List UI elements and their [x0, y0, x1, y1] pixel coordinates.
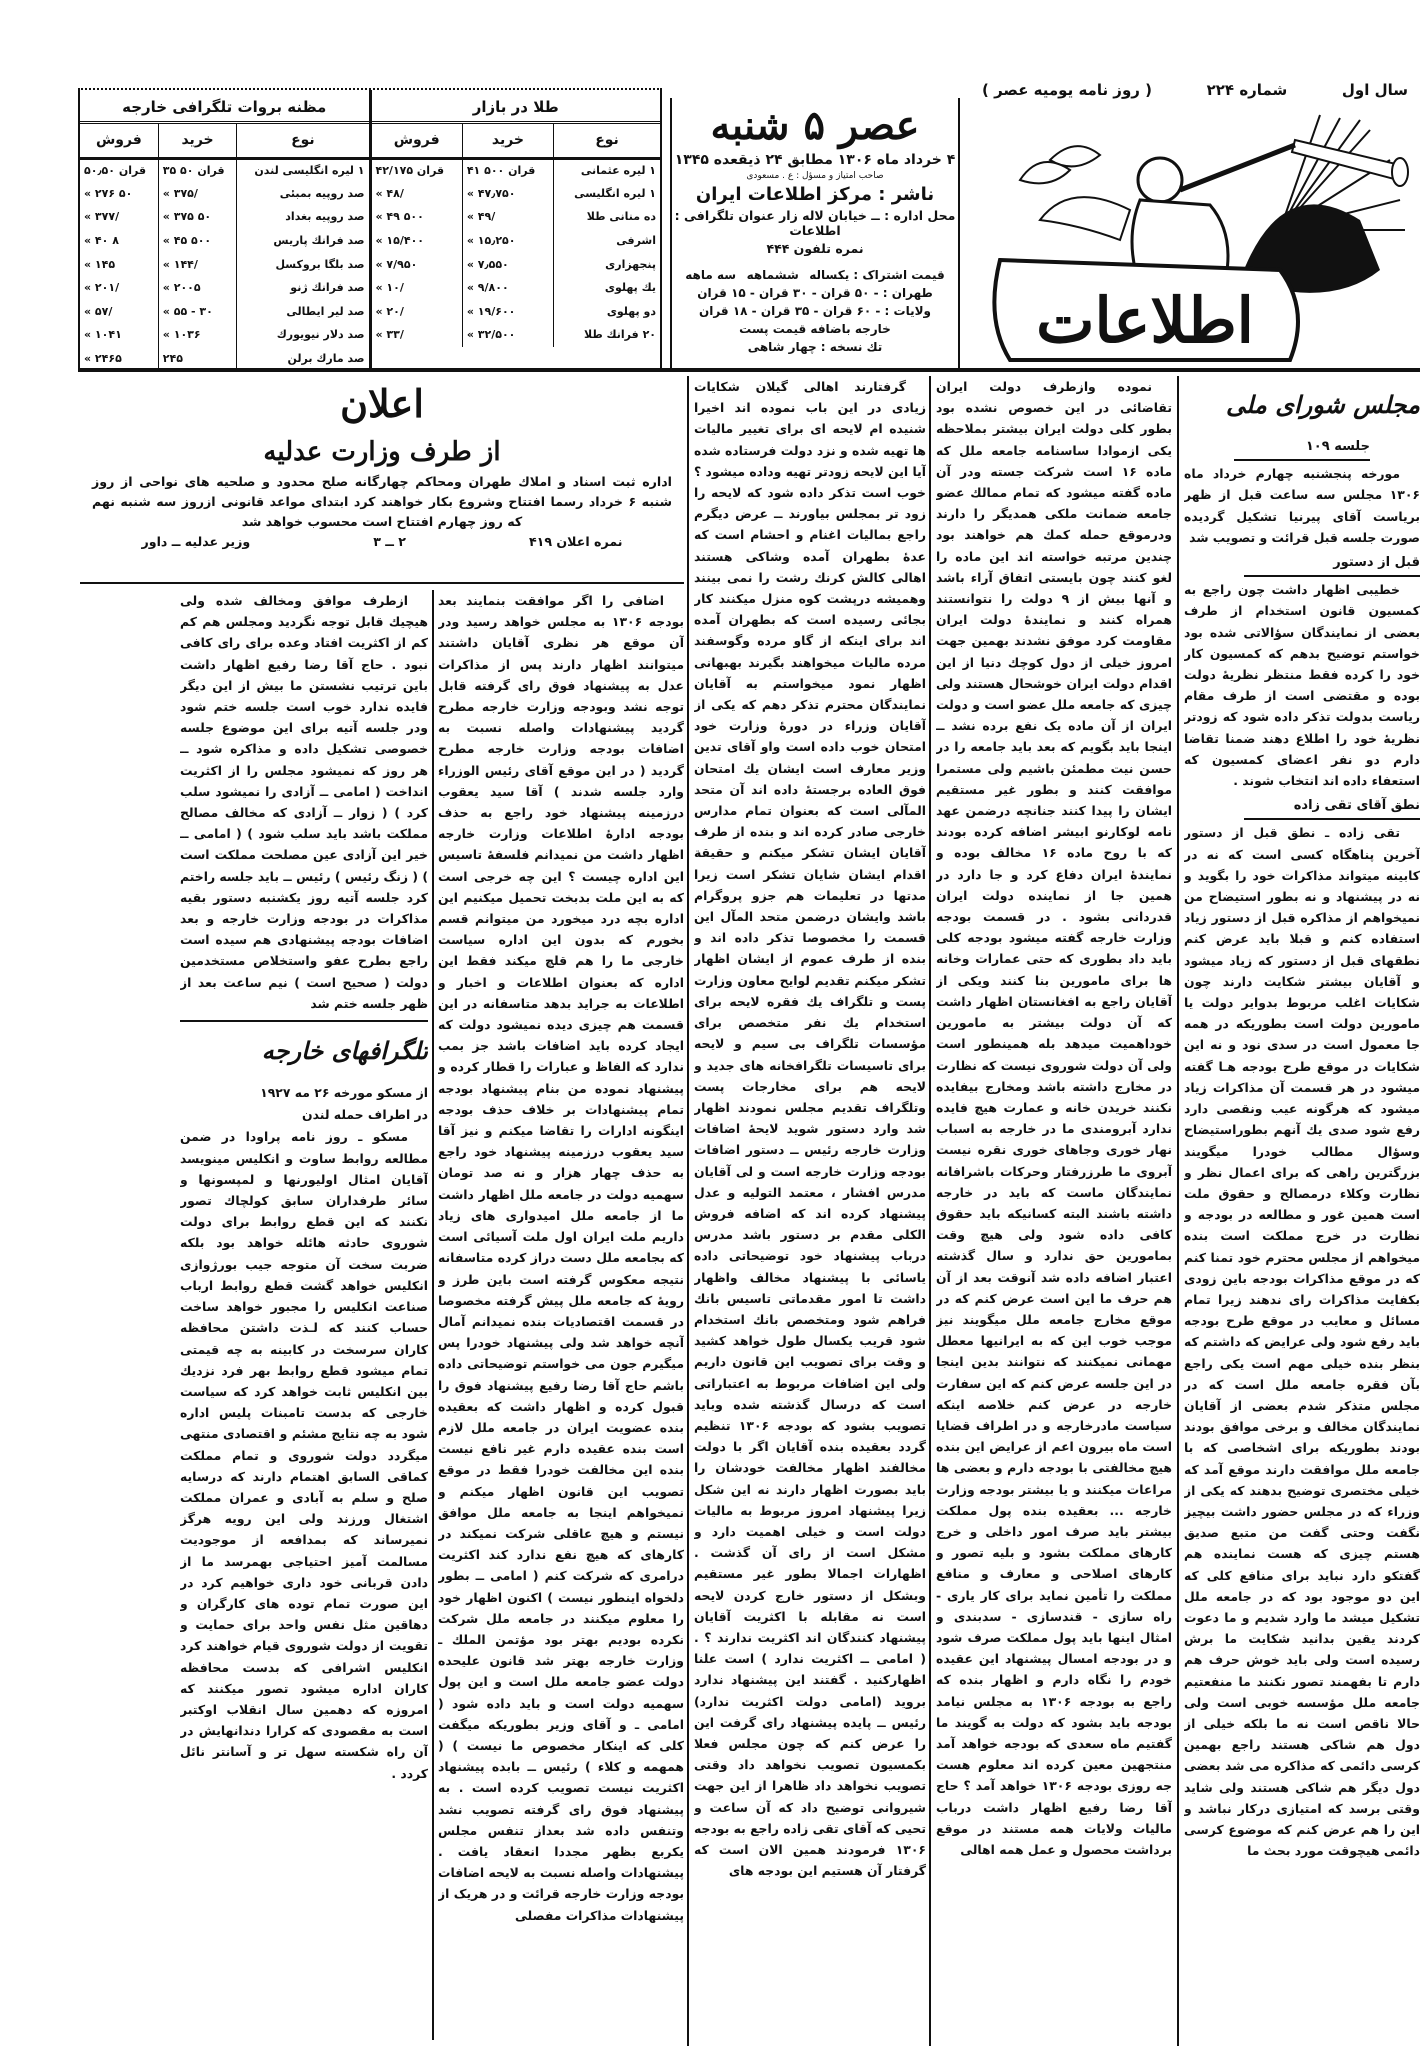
fx-table-buy-cell: « ۴۵ ۵۰۰: [158, 229, 237, 253]
gold-table-sell-cell: « ۴۹ ۵۰۰: [375, 210, 424, 224]
telegram-divider: [180, 1020, 428, 1022]
column-rule: [1177, 376, 1179, 2046]
owner-line: صاحب امتیاز و مسؤل : ع . مسعودی: [746, 171, 884, 181]
column-5-bottom-text: مسکو ـ روز نامه پراودا در ضمن مطالعه روابط ساوت و انکلیس مینویسد آقایان امثال اولیورنها و لمپسونها و سائر طرفداران سابق کولچاك تصور نکنند که این قطع روابط برای دولت شوروی حادثه هائله خواهد بود بلکه ضربت سخت آن متوجه جیب بورژوازی انکلیس خواهد گشت قطع روابط ارباب صناعت انکلیس را مجبور خواهد ساخت حساب کنند که لـذت داشتن محافظه کاران سرسخت در کابینه به چه قیمتی تمام میشود قطع روابط بهر فرد نزدیك بین انکلیس ثابت خواهد کرد که سیاست خارجی که بدست تامبنات پلیس اداره شود به چه نتایج مشئم و اقتصادی منتهی میگردد دولت شوروی و تمام مملکت کماقی السابق اهتمام دارند که درسایه صلح و سلم به آبادی و عمران مملکت اشتغال ورزند ولی این رویه هرگز نمیرساند که بمدافعه از موجودیت مسالمت آمیز احتیاجی بهمرسد ما از دادن قربانی خود داری خواهیم کرد در این صورت تمام توده های کارگران و دهاقین مثل نفس واحد برای حمایت و تقویت از دولت شوروی قیام خواهند کرد انکلیس اشرافی که بدست محافظه کاران اداره میشود تصور میکنند که امروزه که دهمین سال انقلاب اوکتبر است به مقصودی که کرارا دندانهایش در آن راه شکسته سهل تر و آسانتر نائل کردد .: [180, 1129, 428, 1781]
gold-table-sell-cell: « ۴۸/: [375, 186, 404, 200]
column-3: [694, 376, 926, 2046]
justice-ministry-announcement: [80, 376, 684, 580]
fx-table-sell-cell: « ۳۷۷/: [84, 210, 120, 224]
gold-table-row: [372, 205, 661, 229]
fx-table-type-cell: صد دلار نیویورك: [237, 323, 369, 347]
gold-table-row: [372, 252, 661, 276]
announcement-number: نمره اعلان ۴۱۹: [528, 534, 623, 549]
abroad-price: خارجه باضافه قیمت پست: [739, 322, 891, 336]
gold-table-buy-cell: « ۴۷٫۷۵۰: [462, 182, 553, 206]
foreign-telegrams-heading: تلگرافهای خارجه: [261, 1036, 428, 1066]
majlis-paragraph-1: خطیبی اظهار داشت چون راجع به کمسیون قانون استخدام از طرف بعضی از نمایندگان سؤالاتی شده بود خواستم توضیح بدهم که کمسیون کار خود را کرده فقط منتظر نظریهٔ دولت بوده و مقتضی است از طرف مقام ریاست بدولت تذکر داده شود که زودتر نظریهٔ خود را اطلاع دهند ضمنا تقاضا دارم دو نفر اعضای کمسیون که استعفاء داده اند انتخاب شوند .: [1184, 582, 1420, 789]
market-price-tables: [78, 88, 662, 370]
announcement-signature: وزیر عدلیه ــ داور: [141, 534, 251, 549]
column-4: [438, 590, 684, 2040]
telegram-dateline: از مسکو مورخه ۲۶ مه ۱۹۲۷: [260, 1085, 428, 1101]
fx-table-type-cell: صد لیر ایطالی: [237, 300, 369, 324]
fx-table-sell-cell: « ۵۷/: [84, 304, 113, 318]
single-copy-price: تك نسخه : چهار شاهی: [747, 340, 883, 354]
herald-angel-logo-icon: [980, 110, 1420, 368]
fx-table-buy-cell: « ۱۴۴/: [158, 252, 237, 276]
column-2-text: نموده وازطرف دولت ایران تقاضائی در این خصوص نشده بود بطور کلی دولت ایران بیشتر بملاحظه یکی ازموادا ساسنامه جامعه ملل که ماده ۱۶ است شرکت جسته ودر آن ماده گفته میشود که تمام ممالك عضو جامعه ضمانت ملکی همدیگر را دارند ودرموقع حمله کمك هم خواهند بود چندین مرتبه خواسته اند این ماده را لغو کنند چون بایستی اتفاق آراء باشد و آنها بیش از ۹ دولت را نتوانستند همراه کنند و نمایندهٔ دولت ایران مقاومت کرد موفق نشدند بهمین جهت امروز خیلی از دول کوچك دنیا از این اقدام دولت ایران خوشحال هستند ولی چیزی که جامعه ملل عضو است و دولت ایران از آن ماده یک نفع برده نشد ــ اینجا باید بگویم که بعد باید جامعه را در حسن نیت مطمئن باشیم ولی مستمرا موافقت کنند و بطور غیر مستقیم ایشان را پیدا کنند جنانچه درضمن عهد نامه لوکارنو ابیشر اضافه کرده بودند که با روح ماده ۱۶ مخالف بوده و نمایندهٔ ایران دفاع کرد و جا دارد در همین جا از نماینده دولت ایران قدردانی بشود . در قسمت بودجه وزارت خارجه گفته میشود بودجه کلی باید داد بطوری که حتی عمارات وخانه ها برای مامورین بنا کنند ویکی از آقایان راجع به افغانستان اظهار داشت که آن دولت بیشتر به مامورین خوداهمیت میدهد بله همینطور است ولی آن دولت شوروی نیست که نظارت در مخارج داشته باشد ومخارج بیفایده نکنند خریدن خانه و عمارت هیچ فایده ندارد آبرومندی ما در خارجه به اسباب نهار خوری وجاهای خوری نقره نیست آبروی ما طرزرفتار وحرکات باشرافانه نمایندگان ماست که باید در خارجه داشته باشند البته کسانیکه باید حقوق کافی داده شود ولی هیچ وقت بمامورین حق ندارد و سال گذشته اعتبار اضافه داده شد آنوقت بعد از آن هم حرف ما این است عرض کنم که در موقع مخارج جامعه ملل میگویند نیز موجب خوب این که به ایرانیها معطل مهمانی نمیکنند که نتوانند بدین اینجا در این جلسه عرض کنم که این سفارت خارجه در عرض کنم خلاصه اینکه سیاست مادرخارجه و در اطراف قضایا است ماه بیرون اعم از عرایض این بنده هیچ مخالفتی با بودجه دارم و بعضی ها مراعات میکنند و یا بیشتر بودجه وزارت خارجه ... بعقیده بنده پول مملکت بیشتر باید صرف امور داخلی و خرج کارهای مملکت بشود و بلیه تصور و کارهای اصلاحی و معارف و منافع مملکت را تأمین نماید برای کار یاری - راه سازی - قندسازی - سدبندی و امثال اینها باید پول مملکت صرف شود و در بودجه امسال پیشنهاد این عقیده خودم را نگاه دارم و اظهار بنده که راجع به بودجه ۱۳۰۶ به مجلس نیامد بودجه باید بشود که دولت به گویند ما گفتیم ماه سعدی که بودجه خواهد آمد منتجهین معین کرده اند معلوم هست جه روزی بودجه ۱۳۰۶ خواهد آمد ؟ حاج آقا رضا رفیع اظهار داشت درباب مالیات ولایات همه مستند در موقع برداشت محصول و عمل همه اهالی: [936, 379, 1172, 1858]
fx-table-type-cell: صد روپیه بغداد: [237, 205, 369, 229]
gold-table-sell-cell: « ۱۵/۴۰۰: [375, 234, 425, 248]
issue-date: ۴ خرداد ماه ۱۳۰۶ مطابق ۲۴ ذیقعده ۱۳۴۵: [674, 152, 956, 168]
fx-table-sell-cell: « ۱۰۴۱: [84, 328, 122, 342]
announcement-footer: [80, 534, 684, 549]
fx-table-row: [80, 252, 369, 276]
column-rule: [432, 590, 434, 2040]
gold-table-sell-cell: « ۳۳/: [375, 328, 404, 342]
taqizadeh-speech-heading: نطق آقای تقی زاده: [1244, 795, 1420, 820]
subscription-6month: ششماهه: [746, 268, 799, 282]
provinces-price: ولایات : - ۶۰ قران - ۳۵ قران - ۱۸ قران: [698, 304, 931, 318]
telegram-subject: در اطراف حمله لندن: [302, 1107, 428, 1123]
gold-table-row: [372, 323, 661, 347]
column-rule: [687, 376, 689, 2046]
fx-table-row: [80, 205, 369, 229]
fx-table-buy-cell: « ۲۰۰۵: [158, 276, 237, 300]
announcement-body: اداره ثبت اسناد و املاك طهران ومحاکم چهارگانه صلح محدود و صلحیه های نواحی از روز شنبه ۶ خرداد رسما افتتاح وشروع بکار خواهند کرد ابتدای مواعد قانونی ازروز سه شنبه نهم که روز چهارم افتتاح است محسوب خواهد شد: [92, 474, 672, 529]
svg-text:اطلاعات: اطلاعات: [1036, 284, 1254, 357]
fx-table-row: [80, 229, 369, 253]
fx-table-row: [80, 276, 369, 300]
issue-number: شماره ۲۲۴: [1206, 81, 1288, 99]
fx-table-sell-cell: « ۱۴۵: [84, 257, 116, 271]
gold-table-row: [372, 300, 661, 324]
gold-table-buy-cell: « ۴۹/: [462, 205, 553, 229]
majlis-paragraph-2: تقی زاده ـ نطق قبل از دستور آخرین پناهگاه کسی است که نه در کابینه میتواند مذاکرات خود را بگوید و نه در پیشنهاد و نه بطور استیضاح من نمیخواهم از مذاکره قبل از دستور زیاد استفاده کنم و قبلا باید عرض کنم نطقهای قبل از دستور که زیاد میشود و آقایان بیشتر شکایت دارند چون شکایات اغلب مربوط بدوایر دولت یا مامورین دولت است بطوریکه در همه جا معمول است در سدی نود و نه این شکایات در موقع طرح بودجه هـا گفته میشود در هر قسمت آن مذاکرات زیاد میشود که هرگونه عیب ونقصی دارد رفع شود صدی یك آنهم بطوراستیضاح وسؤال مطالب خودرا میگویند بزرگترین راهی که برای اعمال نظر و نظارت وکلاء درمصالح و حقوق ملت است همین غور و مطالعه در بودجه و نظارت در خرج مملکت است بنده میخواهم از مجلس محترم خود تمنا کنم که در موقع مذاکرات بودجه باین زودی بکفایت مذاکرات رای ندهند زیرا تمام مسائل و معایب در موقع طرح بودجه باید رفع شود ولی عرایض که داشتم که بنظر بنده خیلی مهم است یکی راجع بآن فقره جامعه ملل است که در مجلس متذکر شدم بعضی از آقایان نمایندگان مخالف و برخی موافق بودند بودند بطوریکه برای اشخاصی که با جامعه ملل موافقت دارند موقع آمد که خیلی مختصری توضیح بدهند که یکی از وزراء که در مجلس حضور داشت بیچیز نگفت وحتی گفت من متبع صدیق هستم چیزی که هست نماینده هم گفتکو دارد نباید برای منافع کلی که این دو موجود بود که در جامعه ملل تشکیل میشد ما وارد شدیم و ما دعوت کردند یقین بدانید شکایت ما برش رسیده است ولی باید خوش حرف هم دارم تا بفهمند تصور نکنند ما منفعتیم جامعه ملل مؤسسه خوبی است ولی حالا ناقص است نه ما بلکه خیلی از دول هم شاکی هستند راجع بهمین کرسی دائمی که مذاکره می شد بعضی دول دیگر هم شاکی هستند ولی شاید وقتی برسد که امتیازی درکار نباشد و این را هم عرض کنم که موضوع کرسی دائمی هیچوقت مورد بحث ما: [1184, 825, 1420, 1859]
fx-table-sell-cell: « ۲۴۶۵: [84, 352, 122, 366]
fx-table-buy-cell: « ۵۵ - ۳۰: [158, 300, 237, 324]
column-5-top-text: ازطرف موافق ومخالف شده ولی هیچیك قابل توجه نگردید ومجلس هم کم کم از اکثریت افتاد وعده برای رای کافی نبود . حاج آقا رضا رفیع اظهار داشت باین ترتیب نشستن ما بیش از این دیگر فایده ندارد خوب است جلسه ختم شود ودر جلسه آتیه برای این موضوع جلسه خصوصی تشکیل داده و مذاکره شود ــ هر روز که نمیشود مجلس را از اکثریت انداخت ( امامی ــ آزادی را نمیشود سلب کرد ) ( زوار ــ آزادی که مخالف مصالح مملکت باشد باید سلب شود ) ( امامی ــ خیر این آزادی عین مصلحت مملکت است ) ( زنگ رئیس ) رئیس ــ باید جلسه راختم کرد جلسه آتیه روز یکشنبه دستور بقیه مذاکرات در بودجه وزارت خارجه و بعد اضافات بودجه پیشنهادی هم سیده است راجع بطرح عفو واستخلاص مستخدمین دولت ( صحیح است ) نیم ساعت بعد از ظهر جلسه ختم شد: [180, 593, 428, 1011]
gold-col-buy: خرید: [462, 124, 553, 158]
column-5: [180, 590, 428, 2040]
fx-table-sell-cell: « ۲۰۱/: [84, 281, 120, 295]
address-line: محل اداره : ــ خیابان لاله زار عنوان تلگرافی : اطلاعات: [674, 208, 956, 238]
fx-table-buy-cell: ۲۴۵: [158, 347, 237, 371]
column-majlis: [1184, 376, 1420, 2046]
fx-table-buy-cell: ۳۵ ۵۰ قران: [158, 158, 237, 182]
subscription-yearly: قیمت اشتراک : یکساله: [809, 268, 945, 282]
publication-info: [670, 98, 960, 370]
announcement-subtitle: از طرف وزارت عدلیه: [263, 437, 501, 467]
majlis-intro: مورخه پنجشنبه چهارم خرداد ماه ۱۳۰۶ مجلس سه ساعت قبل از ظهر بریاست آقای پیرنیا تشکیل گردیده صورت جلسه قبل قرائت و تصویب شد: [1184, 466, 1420, 545]
fx-table-type-cell: صد بلگا بروکسل: [237, 252, 369, 276]
fx-table-row: [80, 158, 369, 182]
gold-table-title: طلا در بازار: [372, 90, 661, 124]
fx-table-sell-cell: ۵۰٫۵۰ قران: [84, 164, 147, 178]
gold-table-sell-cell: « ۷/۹۵۰: [375, 257, 418, 271]
announcement-sequence: ۲ ــ ۳: [373, 534, 406, 549]
fx-col-sell: فروش: [80, 124, 158, 158]
gold-table-buy-cell: « ۱۵٫۲۵۰: [462, 229, 553, 253]
subscription-prices: [672, 266, 958, 356]
fx-table-buy-cell: « ۱۰۳۶: [158, 323, 237, 347]
announcement-divider: [80, 582, 684, 584]
newspaper-logo: [980, 110, 1420, 368]
gold-col-sell: فروش: [372, 124, 463, 158]
gold-table-type-cell: ده منانی طلا: [554, 205, 660, 229]
subscription-3month: سه ماهه: [685, 268, 737, 282]
gold-table-type-cell: یك پهلوی: [554, 276, 660, 300]
gold-table-type-cell: ۱ لیره انگلیسی: [554, 182, 660, 206]
column-4-text: اضافی را اگر موافقت بنمایند بعد بودجه ۱۳۰۶ به مجلس خواهد رسید ودر آن موقع هر نظری آقایان داشتند میتوانند اظهار دارند پس از مذاکرات عدل به پیشنهاد فوق رای گرفته قابل توجه نشد وبودجه وزارت خارجه مطرح گردید پیشنهادات واصله نسبت به اضافات بودجه وزارت خارجه مطرح گردید ( در این موقع آقای رئیس الوزراء وارد جلسه شدند ) آقا سید یعقوب درزمینه پیشنهاد خود راجع به حذف بودجه ادارهٔ اطلاعات وزارت خارجه اظهار داشت من نمیدانم فلسفهٔ تاسیس این اداره چیست ؟ این چه خرجی است که به این ملت بدبخت تحمیل میکنیم این اداره بچه درد میخورد من میتوانم قسم بخورم که بدون این اداره سیاست خارجی ما را هم قلچ میکند فقط این اداره که بعنوان اطلاعات و اخبار و اطلاعات به جراید بدهد متاسفانه در این قسمت هم چیزی دیده نمیشود دولت که ایجاد کرده باید اضافات باشد جز بمب ندارد که الفاظ و عبارات را قطار کرده و پیشنهاد نموده من بنام پیشنهاد بودجه تمام پیشنهادات بر خلاف حذف بودجه اینگونه ادارات را تقاضا میکنم و نیز آقا سید یعقوب درزمینه پیشنهاد خود راجع به حذف چهار هزار و نه صد تومان سهمیه دولت در جامعه ملل اظهار داشت ما از جامعه ملل امیدواری های زیاد داریم ملت ایران اول ملت آسیائی است که بجامعه ملل دست دراز کرده متاسفانه نتیجه معکوس گرفته است باین طرز و رویهٔ که جامعه ملل پیش گرفته مخصوصا در قسمت اقتصادیات بنده نمیدانم آمال آنچه خواهد شد ولی پیشنهاد خودرا پس میگیرم جون می خواستم توضیحاتی داده باشم حاج آقا رضا رفیع پیشنهاد فوق را قبول کرده و اظهار داشت که بعقیده بنده عضویت ایران در جامعه ملل لازم است بنده عقیده دارم غیر نافع نیست بنده این مخالفت خودرا فقط در موقع تصویب این قانون اظهار میکنم و نمیخواهم اینجا به جامعه ملل موافق نیستم و هیچ عاقلی شرکت نمیکند در کارهای که هیچ نفع ندارد کند اکثریت درامری که شرکت کنم ( امامی ــ بطور دلخواه اینطور نیست ) اکنون اظهار خود را معلوم میکنند در جامعه ملل شرکت نکرده بودیم بهتر بود مؤتمن الملك ـ وزارت خارجه بهتر شد قانون علیحده دولت عضو جامعه ملل است و این پول سهمیه دولت است و باید داده شود ( امامی ـ و آقای وزیر بطوریکه میگفت کلی که اینکار مخصوص ما نیست ) ( همهمه و کلاء ) رئیس ــ بابده پیشنهاد اکثریت نیست تصویب کرده است . به پیشنهاد فوق رای گرفته تصویب نشد وتنفس داده شد بعداز تنفس مجلس یکربع بظهر مجددا انعقاد یافت . پیشنهادات واصله نسبت به لایحه اضافات بودجه وزارت خارجه قرائت و در هریک از پیشنهادات مذاکرات مفصلی: [438, 593, 684, 1923]
fx-table-buy-cell: « ۳۷۵/: [158, 182, 237, 206]
newspaper-page: [78, 70, 1420, 2030]
fx-table-row: [80, 323, 369, 347]
column-rule: [929, 376, 931, 2046]
gold-table-buy-cell: « ۳۲/۵۰۰: [462, 323, 553, 347]
gold-table-row: [372, 276, 661, 300]
masthead: [78, 70, 1420, 370]
fx-table-type-cell: صد مارك برلن: [237, 347, 369, 371]
fx-table-row: [80, 347, 369, 371]
gold-col-type: نوع: [554, 124, 660, 158]
before-agenda-heading: قبل از دستور: [1244, 552, 1420, 577]
gold-table-type-cell: ۱ لیره عثمانی: [554, 158, 660, 182]
fx-table-sell-cell: « ۲۷۶ ۵۰: [84, 186, 133, 200]
fx-table-row: [80, 182, 369, 206]
fx-table-type-cell: ۱ لیره انگلیسی لندن: [237, 158, 369, 182]
gold-table-sell-cell: « ۲۰/: [375, 304, 404, 318]
fx-table-type-cell: صد فرانك پاریس: [237, 229, 369, 253]
fx-table-type-cell: صد فرانك ژنو: [237, 276, 369, 300]
issue-day: عصر ۵ شنبه: [710, 102, 920, 149]
fx-rates-table: [80, 90, 369, 368]
gold-table-type-cell: دو پهلوی: [554, 300, 660, 324]
fx-table-buy-cell: « ۳۷۵ ۵۰: [158, 205, 237, 229]
gold-table-buy-cell: « ۷٫۵۵۰: [462, 252, 553, 276]
masthead-divider: [78, 368, 1420, 372]
gold-table-sell-cell: « ۱۰/: [375, 281, 404, 295]
gold-table-buy-cell: ۴۱ ۵۰۰ قران: [462, 158, 553, 182]
fx-table-row: [80, 300, 369, 324]
session-number: جلسه ۱۰۹: [1234, 436, 1370, 461]
tagline: ( روز نامه یومیه عصر ): [982, 81, 1152, 99]
phone-line: نمره تلفون ۴۴۴: [766, 241, 864, 256]
gold-table-row: [372, 158, 661, 182]
gold-table-type-cell: اشرفی: [554, 229, 660, 253]
gold-table-row: [372, 229, 661, 253]
fx-col-type: نوع: [237, 124, 369, 158]
fx-col-buy: خرید: [158, 124, 237, 158]
column-3-text: گرفتارند اهالی گیلان شکایات زیادی در این باب نموده اند اخیرا شنیده ام لایحه ای برای تغییر مالیات ها تهیه شده و نزد دولت فرستاده شده آیا این لایحه زودتر تهیه وداده میشود ؟ خوب است تذکر داده شود که لایحه را زود تر بمجلس بیاورند ــ عرض دیگرم راجع بمالیات اغنام و احشام است که عدهٔ بطهران آمده وشاکی هستند اهالی کالش کرنك رشت را نمی بینند وهمیشه درپشت کوه منزل میکنند کار بجائی رسیده است که بطهران آمده اند برای اینکه از گاو مرده وگوسفند مرده مالیات میخواهند بگیرند بهبهانی اظهار نمود میخواستم به آقایان نمایندگان محترم تذکر دهم که یکی از آقایان وزراء در دورهٔ وزارت خود امتحان خوب داده است واو آقای تدین وزیر معارف است ایشان یك امتحان فوق العاده برجستهٔ داده اند آن متحد المآلی است که بعنوان تمام مدارس خارجی صادر کرده اند و بنده از طرف آقایان ایشان تشکر میکنم و حقیقة اقدام ایشان شایان تشکر است زیرا مدتها در تعلیمات هم جزو پروگرام باشد وایشان درضمن متحد المآل این قسمت را مخصوصا تذکر داده اند و بنده از طرف عموم از ایشان اظهار تشکر میکنم تقدیم لوایح معاون وزارت پست و تلگراف یك فقره لایحه برای استخدام یك نفر متخصص برای مؤسسات تلگراف بی سیم و لایحه برای تاسیسات تلگرافخانه های جدید و لایحه هم برای مخارجات پست وتلگراف تقدیم مجلس نمودند اظهار شد وارد دستور شوید لایحهٔ اضافات وزارت خارجه رئیس ــ دستور اضافات بودجه وزارت خارجه است و لی آقایان مدرس افشار ، معتمد التولیه و عدل پیشنهاد کرده اند که اضافه فروش الکلی مقدم بر دستور باشد مدرس درباب پیشنهاد خود توضیحاتی داده یاسائی با پیشنهاد مخالف واظهار داشت تا امور مقدماتی تاسیس بانك فراهم شود ومتخصص بانك استخدام شود قریب یکسال طول خواهد کشید و وقت برای تصویب این قانون داریم ولی این اضافات مربوط به اعتباراتی است که درسال گذشته شده وباید تصویب بشود که بودجه ۱۳۰۶ تنظیم گردد بعقیده بنده آقایان اگر با دولت مخالفند اظهار مخالفت خودشان را باید بصورت اظهار دارند نه این شکل زیرا پیشنهاد امروز مربوط به مالیات دولت است و خیلی اهمیت دارد و مشکل است از رای آن گذشت . اظهارات اجمالا بطور غیر مستقیم وبشکل از دستور خارج کردن لایحه است نه مقابله با اکثریت آقایان پیشنهاد کنندگان اند اکثریت ندارند ؟ . ( امامی ــ اکثریت ندارد ) است علنا اظهارکنید . گفتند این پیشنهاد ندارد بروید (امامی دولت اکثریت ندارد) رئیس ــ پایده پیشنهاد رای گرفت این را عرض کنم که چون مجلس فعلا بکمسیون تصویب نخواهد داد وقتی تصویب نخواهد داد ظاهرا از این جهت شیروانی توضیح داد که آن ساعت و تحیی که آقای تقی زاده راجع به بودجه ۱۳۰۶ فرمودند همین الان است که گرفتار آن هستیم این بودجه های: [694, 379, 926, 1879]
gold-table-buy-cell: « ۱۹/۶۰۰: [462, 300, 553, 324]
gold-market-table: [369, 90, 661, 368]
fx-table-sell-cell: « ۴۰ ۸: [84, 234, 119, 248]
tehran-price: طهران : - ۵۰ قران - ۳۰ قران - ۱۵ قران: [697, 286, 933, 300]
gold-table-buy-cell: « ۹/۸۰۰: [462, 276, 553, 300]
column-2: [936, 376, 1172, 2046]
fx-table-type-cell: صد روپیه بمبئی: [237, 182, 369, 206]
publisher-line: ناشر : مرکز اطلاعات ایران: [695, 184, 935, 205]
year-label: سال اول: [1341, 81, 1408, 99]
gold-table-type-cell: ۲۰ فرانك طلا: [554, 323, 660, 347]
fx-table-title: مظنه بروات تلگرافی خارجه: [80, 90, 369, 124]
announcement-title: اعلان: [340, 381, 424, 426]
gold-table-type-cell: پنجهزاری: [554, 252, 660, 276]
gold-table-sell-cell: ۴۲/۱۷۵ قران: [375, 164, 445, 178]
majlis-heading: مجلس شورای ملی: [1226, 390, 1420, 419]
gold-table-row: [372, 182, 661, 206]
